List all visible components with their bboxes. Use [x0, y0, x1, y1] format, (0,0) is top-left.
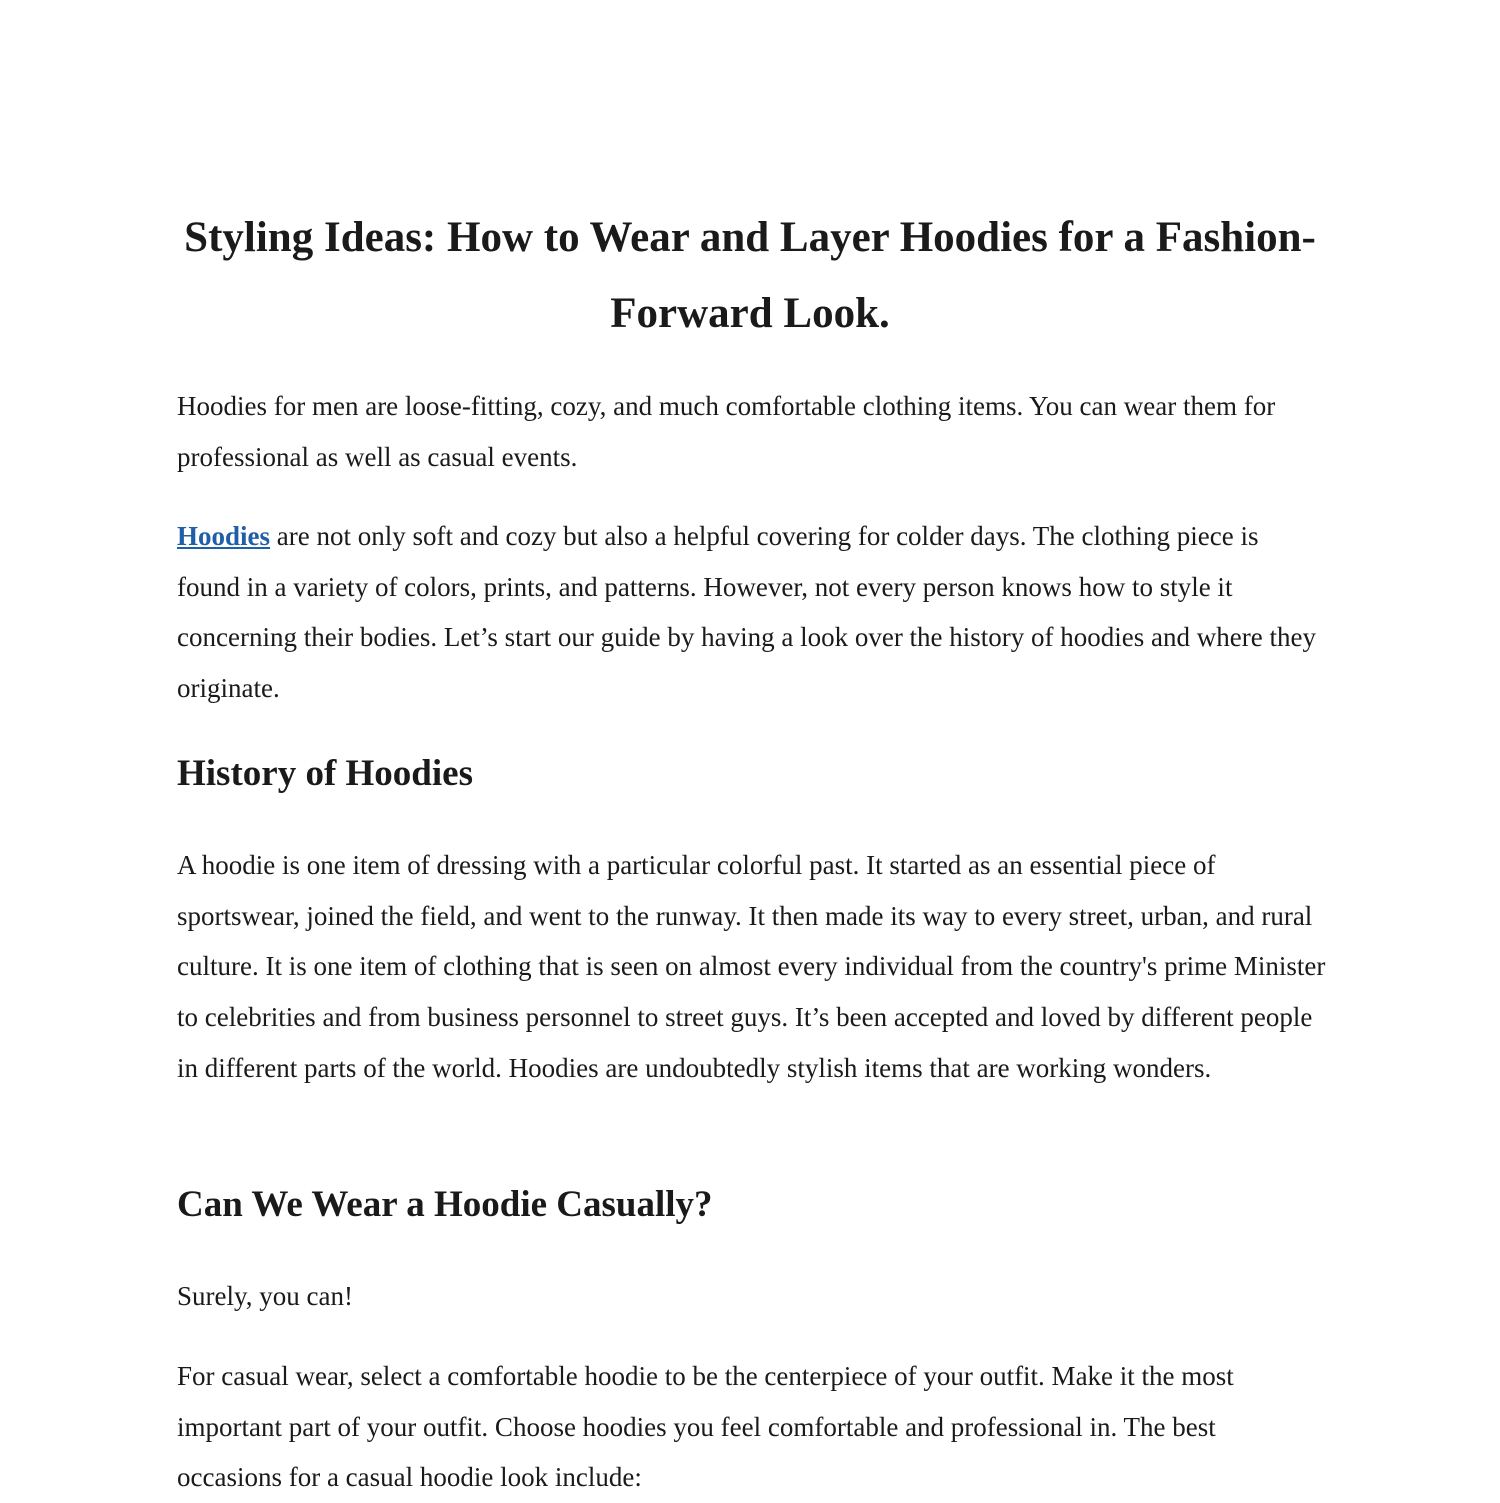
hoodies-paragraph — [177, 511, 1327, 714]
section-heading-history: History of Hoodies — [177, 753, 473, 794]
history-paragraph: A hoodie is one item of dressing with a particular colorful past. It started as an essential piece of sportswear, joined the field, and went to the runway. It then made its way to every street, urban, and rural culture. It is one item of clothing that is seen on almost every individual from the country's prime Minister to celebrities and from business personnel to street guys. It’s been accepted and loved by different people in different parts of the world. Hoodies are undoubtedly stylish items that are working wonders. — [177, 850, 1326, 1083]
casual-wear-paragraph: For casual wear, select a comfortable hoodie to be the centerpiece of your outfit. Make it the most important part of your outfit. Choose hoodies you feel comfortable and professional in. The best occasions for a casual hoodie look include: — [177, 1361, 1234, 1493]
intro-paragraph: Hoodies for men are loose-fitting, cozy, and much comfortable clothing items. You can wear them for professional as well as casual events. — [177, 391, 1276, 472]
casual-answer-paragraph: Surely, you can! — [177, 1281, 353, 1311]
document-title: Styling Ideas: How to Wear and Layer Hoodies for a Fashion-Forward Look. — [184, 214, 1316, 337]
section-heading-casual: Can We Wear a Hoodie Casually? — [177, 1184, 713, 1225]
hoodies-paragraph-text: are not only soft and cozy but also a helpful covering for colder days. The clothing piece is found in a variety of colors, prints, and patterns. However, not every person knows how to style it concerning their bodies. Let’s start our guide by having a look over the history of hoodies and where they originate. — [177, 521, 1316, 704]
hoodies-link[interactable]: Hoodies — [177, 521, 271, 551]
